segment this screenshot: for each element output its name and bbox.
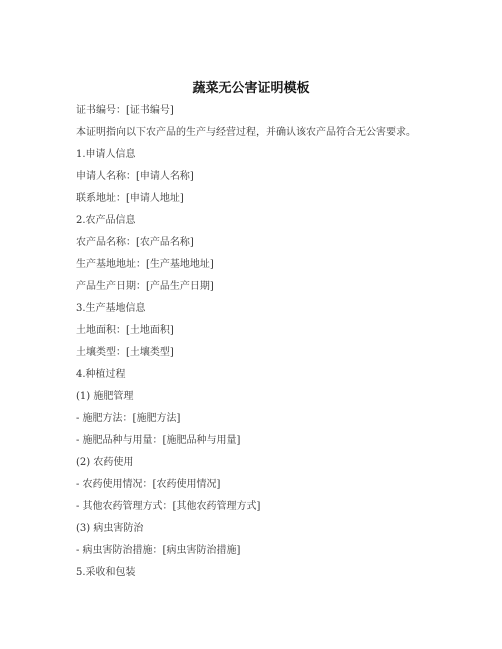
section-heading-applicant: 1.申请人信息 [76, 149, 136, 160]
subheading-fertilization: (1) 施肥管理 [76, 391, 134, 402]
soil-type-line: 土壤类型：[土壤类型] [76, 347, 174, 358]
certificate-number-line: 证书编号：[证书编号] [76, 105, 174, 116]
applicant-address-line: 联系地址：[申请人地址] [76, 193, 184, 204]
land-area-line: 土地面积：[土地面积] [76, 325, 174, 336]
subheading-pest-control: (3) 病虫害防治 [76, 523, 144, 534]
section-heading-planting: 4.种植过程 [76, 369, 126, 380]
intro-paragraph: 本证明指向以下农产品的生产与经营过程，并确认该农产品符合无公害要求。 [76, 127, 416, 138]
production-date-line: 产品生产日期：[产品生产日期] [76, 281, 214, 292]
section-heading-base: 3.生产基地信息 [76, 303, 146, 314]
fertilization-method-line: - 施肥方法：[施肥方法] [76, 413, 181, 424]
other-pesticide-management-line: - 其他农药管理方式：[其他农药管理方式] [76, 501, 261, 512]
document-title: 蔬菜无公害证明模板 [192, 81, 310, 96]
production-base-address-line: 生产基地地址：[生产基地地址] [76, 259, 214, 270]
document-body [76, 105, 476, 589]
section-heading-harvest: 5.采收和包装 [76, 567, 136, 578]
applicant-name-line: 申请人名称：[申请人名称] [76, 171, 194, 182]
fertilizer-type-amount-line: - 施肥品种与用量：[施肥品种与用量] [76, 435, 241, 446]
pest-control-measures-line: - 病虫害防治措施：[病虫害防治措施] [76, 545, 241, 556]
pesticide-usage-line: - 农药使用情况：[农药使用情况] [76, 479, 221, 490]
subheading-pesticide: (2) 农药使用 [76, 457, 134, 468]
product-name-line: 农产品名称：[农产品名称] [76, 237, 194, 248]
section-heading-product: 2.农产品信息 [76, 215, 136, 226]
